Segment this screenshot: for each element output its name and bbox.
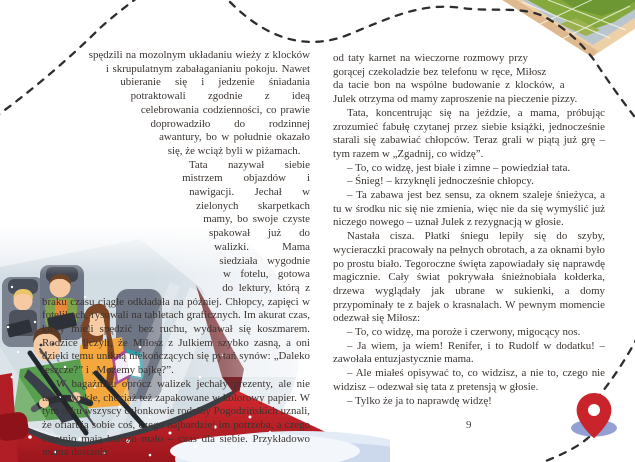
page-number: 9 — [466, 419, 472, 431]
paragraph: – To, co widzę, ma poroże i czerwony, migocący nos. — [347, 326, 581, 339]
paragraph: Tata, koncentrując się na jeździe, a mama, próbując zrozumieć fabułę czytanej przez siebie książki, jednocześnie starali się zabawiać chłopców. Teraz grali w piątą już grę – tym razem w „Zgadnij, co widzę”. — [333, 106, 605, 160]
paragraph: – Ja wiem, ja wiem! Renifer, i to Rudolf w dodatku! – zawołała entuzjastycznie mama. — [333, 339, 605, 366]
left-page-text — [42, 49, 310, 461]
paragraph: – To, co widzę, jest białe i zimne – powiedział tata. — [347, 161, 571, 174]
paragraph: spędzili na mozolnym układaniu wieży z klocków i skrupulatnym zabałaganianiu pokoju. Nawet ubieranie się i jedzenie śniadania potraktowali zgodnie z ideą celebrowania codzienności, co prawie doprowadziło do rodzinnej awantury, bo w południe okazało się, że wciąż byli w piżamach. — [88, 49, 310, 157]
paragraph: od taty karnet na wieczorne rozmowy przy gorącej czekoladzie bez telefonu w ręce, Miłosz da tacie bon na wspólne budowanie z klocków, a Julek otrzyma od mamy zaproszenie na pieczenie pizzy. — [333, 52, 578, 106]
paragraph: – Ta zabawa jest bez sensu, za oknem szaleje śnieżyca, a tu w środku nic się nie zmienia, więc nie da się wymyślić już niczego nowego – uznał Julek z rezygnacją w głosie. — [333, 189, 605, 229]
paragraph: – Tylko że ja to naprawdę widzę! — [347, 394, 492, 407]
paragraph: Tata nazywał siebie mistrzem objazdów i nawigacji. Jechał w zielonych skarpetkach mamy, bo swoje czyste spakował już do walizki. Mama siedziała wygodnie w fotelu, gotowa do lektury, którą z braku czasu ciągle odkładała na później. Chłopcy, zapięci w fotelikach, rysowali na tabletach graficznych. Im akurat czas, który mieli spędzić bez ruchu, wydawał się koszmarem. Rodzice liczyli, że Miłosz z Julkiem szybko zasną, a oni dzięki temu unikną niekończących się pytań synów: „Daleko jeszcze?” i „Możemy bajkę?”. — [42, 158, 310, 377]
paragraph: Nastała cisza. Płatki śniegu lepiły się do szyby, wycieraczki pracowały na pełnych obrotach, a za oknami było po prostu biało. Tegoroczne święta zapowiadały się naprawdę magicznie. Cały świat pokrywała śnieżnobiała kołderka, drzewa wyglądały jak ubrane w sukienki, a domy przypominały te z bajek o krasnalach. W pewnym momencie odezwał się Miłosz: — [333, 230, 605, 325]
right-page-paragraphs — [333, 52, 605, 408]
paragraph: – Ale miałeś opisywać to, co widzisz, a nie to, czego nie widzisz – odezwał się tata z pretensją w głosie. — [333, 367, 605, 393]
right-page-text — [333, 52, 605, 412]
paragraph: – Śnieg! – krzyknęli jednocześnie chłopcy. — [347, 175, 534, 188]
paragraph: W bagażniku oprócz walizek jechały prezenty, ale nie takie zwykłe, chociaż też zapakowane w kolorowy papier. W tym roku wszyscy członkowie rodziny Pogodzińskich uznali, że ofiarują sobie coś, czego najbardziej im potrzeba, a czego ostatnio mają bardzo mało – czas dla siebie. Przykładowo mama dostanie — [42, 377, 310, 459]
